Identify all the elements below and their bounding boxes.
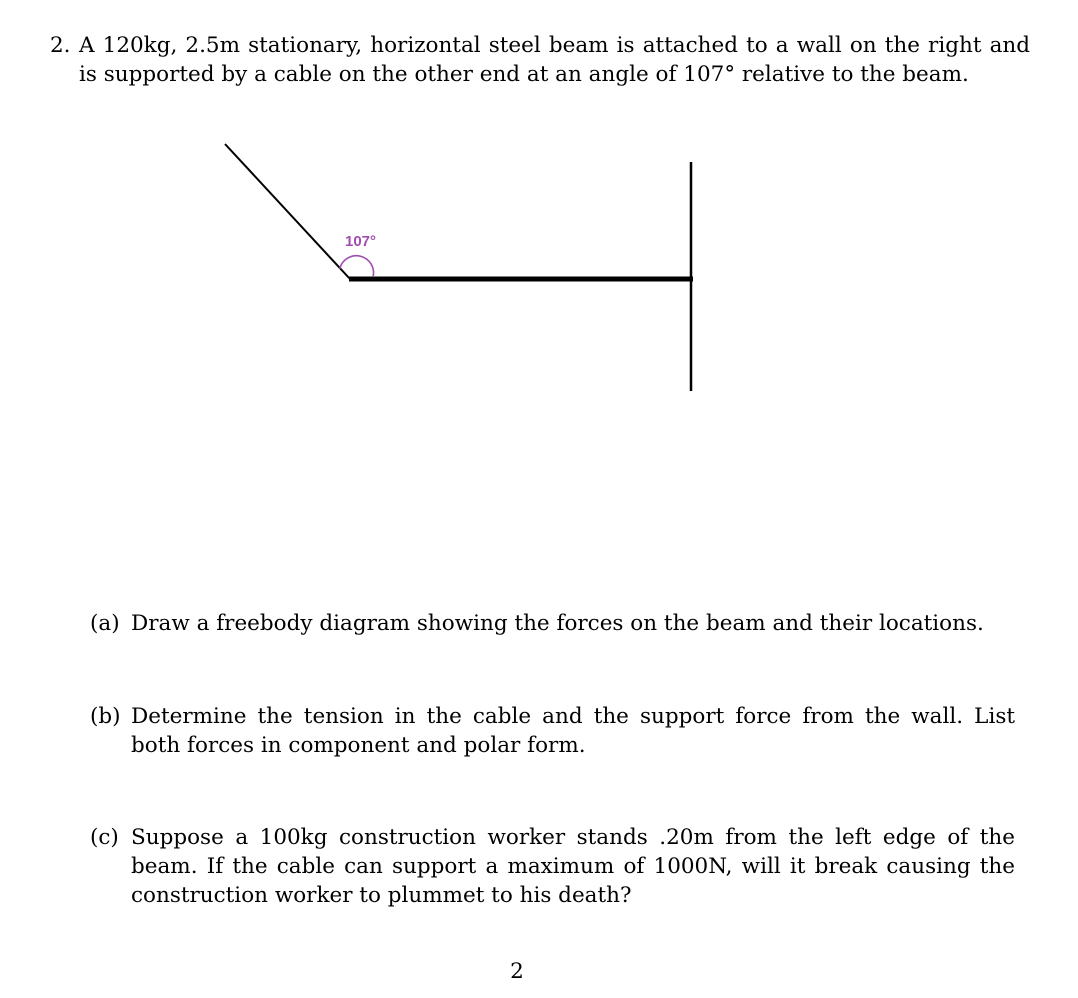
part-c-text: Suppose a 100kg construction worker stands .20m from the left edge of the beam. If the cable can support a maximum of 1000N, will it break causing the construction worker to plummet to his death? bbox=[131, 825, 1015, 908]
part-a bbox=[90, 609, 1015, 638]
problem-text: A 120kg, 2.5m stationary, horizontal steel beam is attached to a wall on the right and is supported by a cable on the other end at an angle of 107° relative to the beam. bbox=[79, 33, 1030, 87]
part-b bbox=[90, 702, 1015, 760]
part-c bbox=[90, 823, 1015, 910]
part-c-label: (c) bbox=[90, 825, 119, 850]
part-a-text: Draw a freebody diagram showing the forces on the beam and their locations. bbox=[131, 611, 984, 636]
cable-line bbox=[225, 144, 350, 279]
angle-label: 107° bbox=[345, 233, 377, 250]
page-number: 2 bbox=[510, 959, 524, 984]
problem-number: 2. bbox=[50, 33, 71, 58]
part-b-label: (b) bbox=[90, 704, 121, 729]
part-b-text: Determine the tension in the cable and the support force from the wall. List both forces in component and polar form. bbox=[131, 704, 1015, 758]
part-a-label: (a) bbox=[90, 611, 120, 636]
